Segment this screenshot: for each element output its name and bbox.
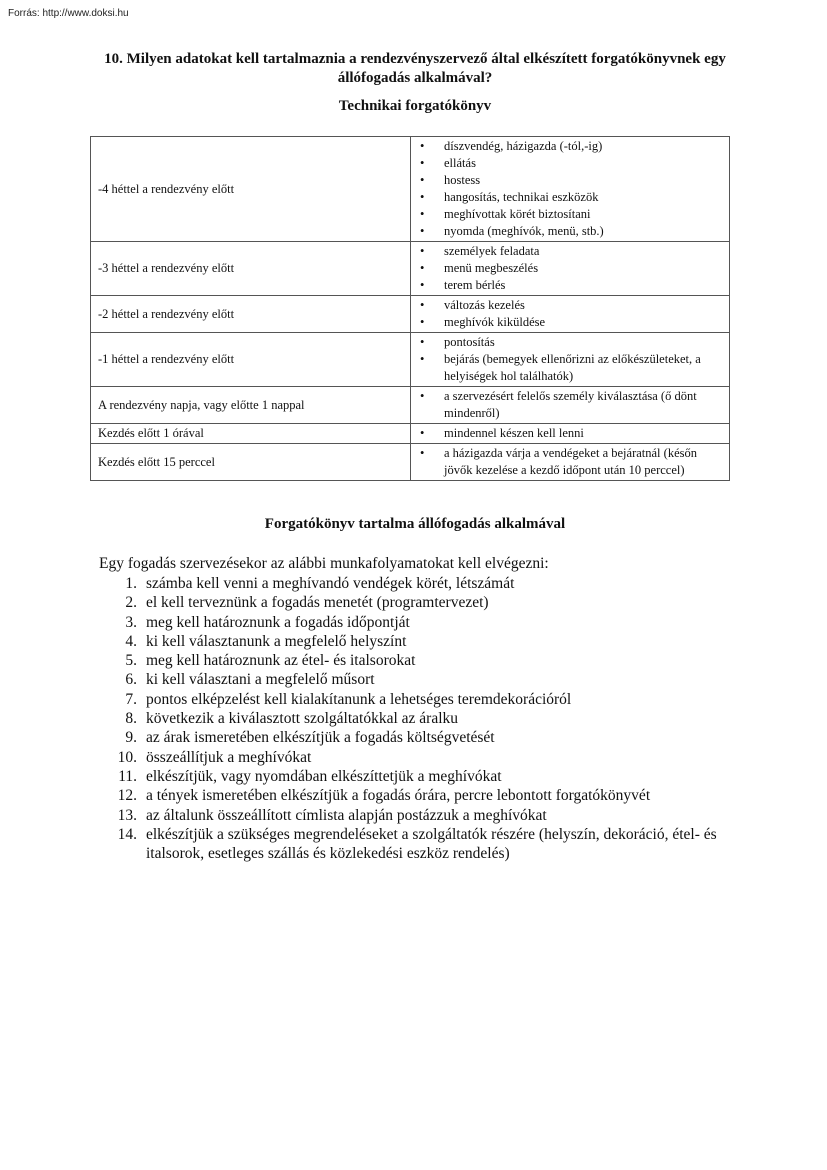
step-number: 13.	[117, 806, 137, 824]
step-text: ki kell választani a megfelelő műsort	[146, 671, 375, 689]
list-item: • hangosítás, technikai eszközök	[417, 189, 723, 206]
step-text: következik a kiválasztott szolgáltatókkal az áralku	[146, 710, 459, 728]
list-item: • hostess	[417, 172, 723, 189]
list-item: • a szervezésért felelős személy kiválasztása (ő dönt mindenről)	[417, 388, 723, 422]
table-row	[91, 296, 730, 333]
task-list	[417, 425, 723, 442]
step-text: számba kell venni a meghívandó vendégek körét, létszámát	[146, 575, 515, 592]
tasks-cell	[411, 333, 730, 387]
step-number: 4.	[125, 632, 137, 650]
step-text: elkészítjük a szükséges megrendeléseket a szolgáltatók részére (helyszín, dekoráció, étel- és italsorok, esetleges szállás és közlekedési eszköz rendelés)	[146, 825, 717, 863]
list-item: • a házigazda várja a vendégeket a bejáratnál (későn jövők kezelése a kezdő időpont után 10 perccel)	[417, 445, 723, 479]
table-row	[91, 333, 730, 387]
list-item	[99, 767, 719, 786]
list-item: • meghívottak körét biztosítani	[417, 206, 723, 223]
technical-script-title: Technikai forgatókönyv	[338, 98, 492, 114]
list-item	[99, 786, 719, 805]
step-number: 1.	[125, 575, 137, 592]
list-item	[99, 728, 719, 747]
task-list	[417, 334, 723, 385]
content-section-title: Forgatókönyv tartalma állófogadás alkalmával	[264, 516, 566, 532]
tasks-cell	[411, 444, 730, 481]
step-number: 9.	[125, 729, 137, 747]
list-item: • meghívók kiküldése	[417, 314, 723, 331]
intro-text: Egy fogadás szervezésekor az alábbi munkafolyamatokat kell elvégezni:	[99, 555, 549, 572]
list-item: • pontosítás	[417, 334, 723, 351]
task-list	[417, 297, 723, 331]
source-label: Forrás: http://www.doksi.hu	[8, 8, 129, 19]
question-title: 10. Milyen adatokat kell tartalmaznia a rendezvényszervező által elkészített forgatókönyvnek egy állófogadás alkalmával?	[104, 51, 726, 86]
list-item	[99, 825, 719, 864]
step-text: el kell terveznünk a fogadás menetét (programtervezet)	[146, 594, 489, 612]
list-item	[99, 613, 719, 632]
list-item	[99, 748, 719, 767]
step-text: meg kell határoznunk a fogadás időpontját	[146, 613, 410, 631]
task-list	[417, 445, 723, 479]
task-list	[417, 138, 723, 240]
table-row	[91, 242, 730, 296]
timing-cell: -2 héttel a rendezvény előtt	[91, 296, 411, 333]
step-number: 8.	[125, 710, 137, 728]
step-text: elkészítjük, vagy nyomdában elkészíttetjük a meghívókat	[146, 767, 502, 785]
step-text: ki kell választanunk a megfelelő helyszínt	[146, 632, 407, 650]
list-item	[99, 632, 719, 651]
list-item: • nyomda (meghívók, menü, stb.)	[417, 223, 723, 240]
tasks-cell	[411, 296, 730, 333]
step-text: összeállítjuk a meghívókat	[146, 748, 312, 766]
list-item: • személyek feladata	[417, 243, 723, 260]
task-list	[417, 243, 723, 294]
step-text: a tények ismeretében elkészítjük a fogadás órára, percre lebontott forgatókönyvét	[146, 787, 651, 805]
timing-cell: -4 héttel a rendezvény előtt	[91, 137, 411, 242]
tasks-cell	[411, 137, 730, 242]
step-number: 12.	[117, 787, 137, 805]
list-item: • ellátás	[417, 155, 723, 172]
step-number: 5.	[125, 652, 137, 670]
steps-list	[99, 574, 719, 863]
list-item	[99, 670, 719, 689]
timing-cell: -3 héttel a rendezvény előtt	[91, 242, 411, 296]
tasks-cell	[411, 424, 730, 444]
list-item	[99, 574, 719, 593]
step-text: az árak ismeretében elkészítjük a fogadás költségvetését	[146, 729, 495, 747]
table-row	[91, 387, 730, 424]
step-number: 10.	[117, 748, 137, 766]
timing-cell: -1 héttel a rendezvény előtt	[91, 333, 411, 387]
step-number: 2.	[125, 594, 137, 612]
list-item	[99, 593, 719, 612]
table-row	[91, 137, 730, 242]
tasks-cell	[411, 242, 730, 296]
list-item: • változás kezelés	[417, 297, 723, 314]
tasks-cell	[411, 387, 730, 424]
step-number: 7.	[125, 690, 137, 708]
list-item	[99, 806, 719, 825]
timing-cell: A rendezvény napja, vagy előtte 1 nappal	[91, 387, 411, 424]
list-item: • menü megbeszélés	[417, 260, 723, 277]
step-number: 3.	[125, 613, 137, 631]
list-item	[99, 709, 719, 728]
step-text: az általunk összeállított címlista alapján postázzuk a meghívókat	[146, 806, 547, 824]
list-item	[99, 690, 719, 709]
table-row	[91, 444, 730, 481]
list-item: • bejárás (bemegyek ellenőrizni az előkészületeket, a helyiségek hol találhatók)	[417, 351, 723, 385]
step-number: 6.	[125, 671, 137, 689]
step-text: meg kell határoznunk az étel- és italsorokat	[146, 652, 416, 670]
list-item: • díszvendég, házigazda (-tól,-ig)	[417, 138, 723, 155]
task-list	[417, 388, 723, 422]
table-row	[91, 424, 730, 444]
step-number: 11.	[118, 767, 137, 785]
step-number: 14.	[117, 825, 137, 843]
list-item: • mindennel készen kell lenni	[417, 425, 723, 442]
step-text: pontos elképzelést kell kialakítanunk a lehetséges teremdekorációról	[146, 690, 572, 708]
list-item	[99, 651, 719, 670]
timing-cell: Kezdés előtt 15 perccel	[91, 444, 411, 481]
timing-cell: Kezdés előtt 1 órával	[91, 424, 411, 444]
list-item: • terem bérlés	[417, 277, 723, 294]
technical-script-table	[90, 136, 730, 481]
